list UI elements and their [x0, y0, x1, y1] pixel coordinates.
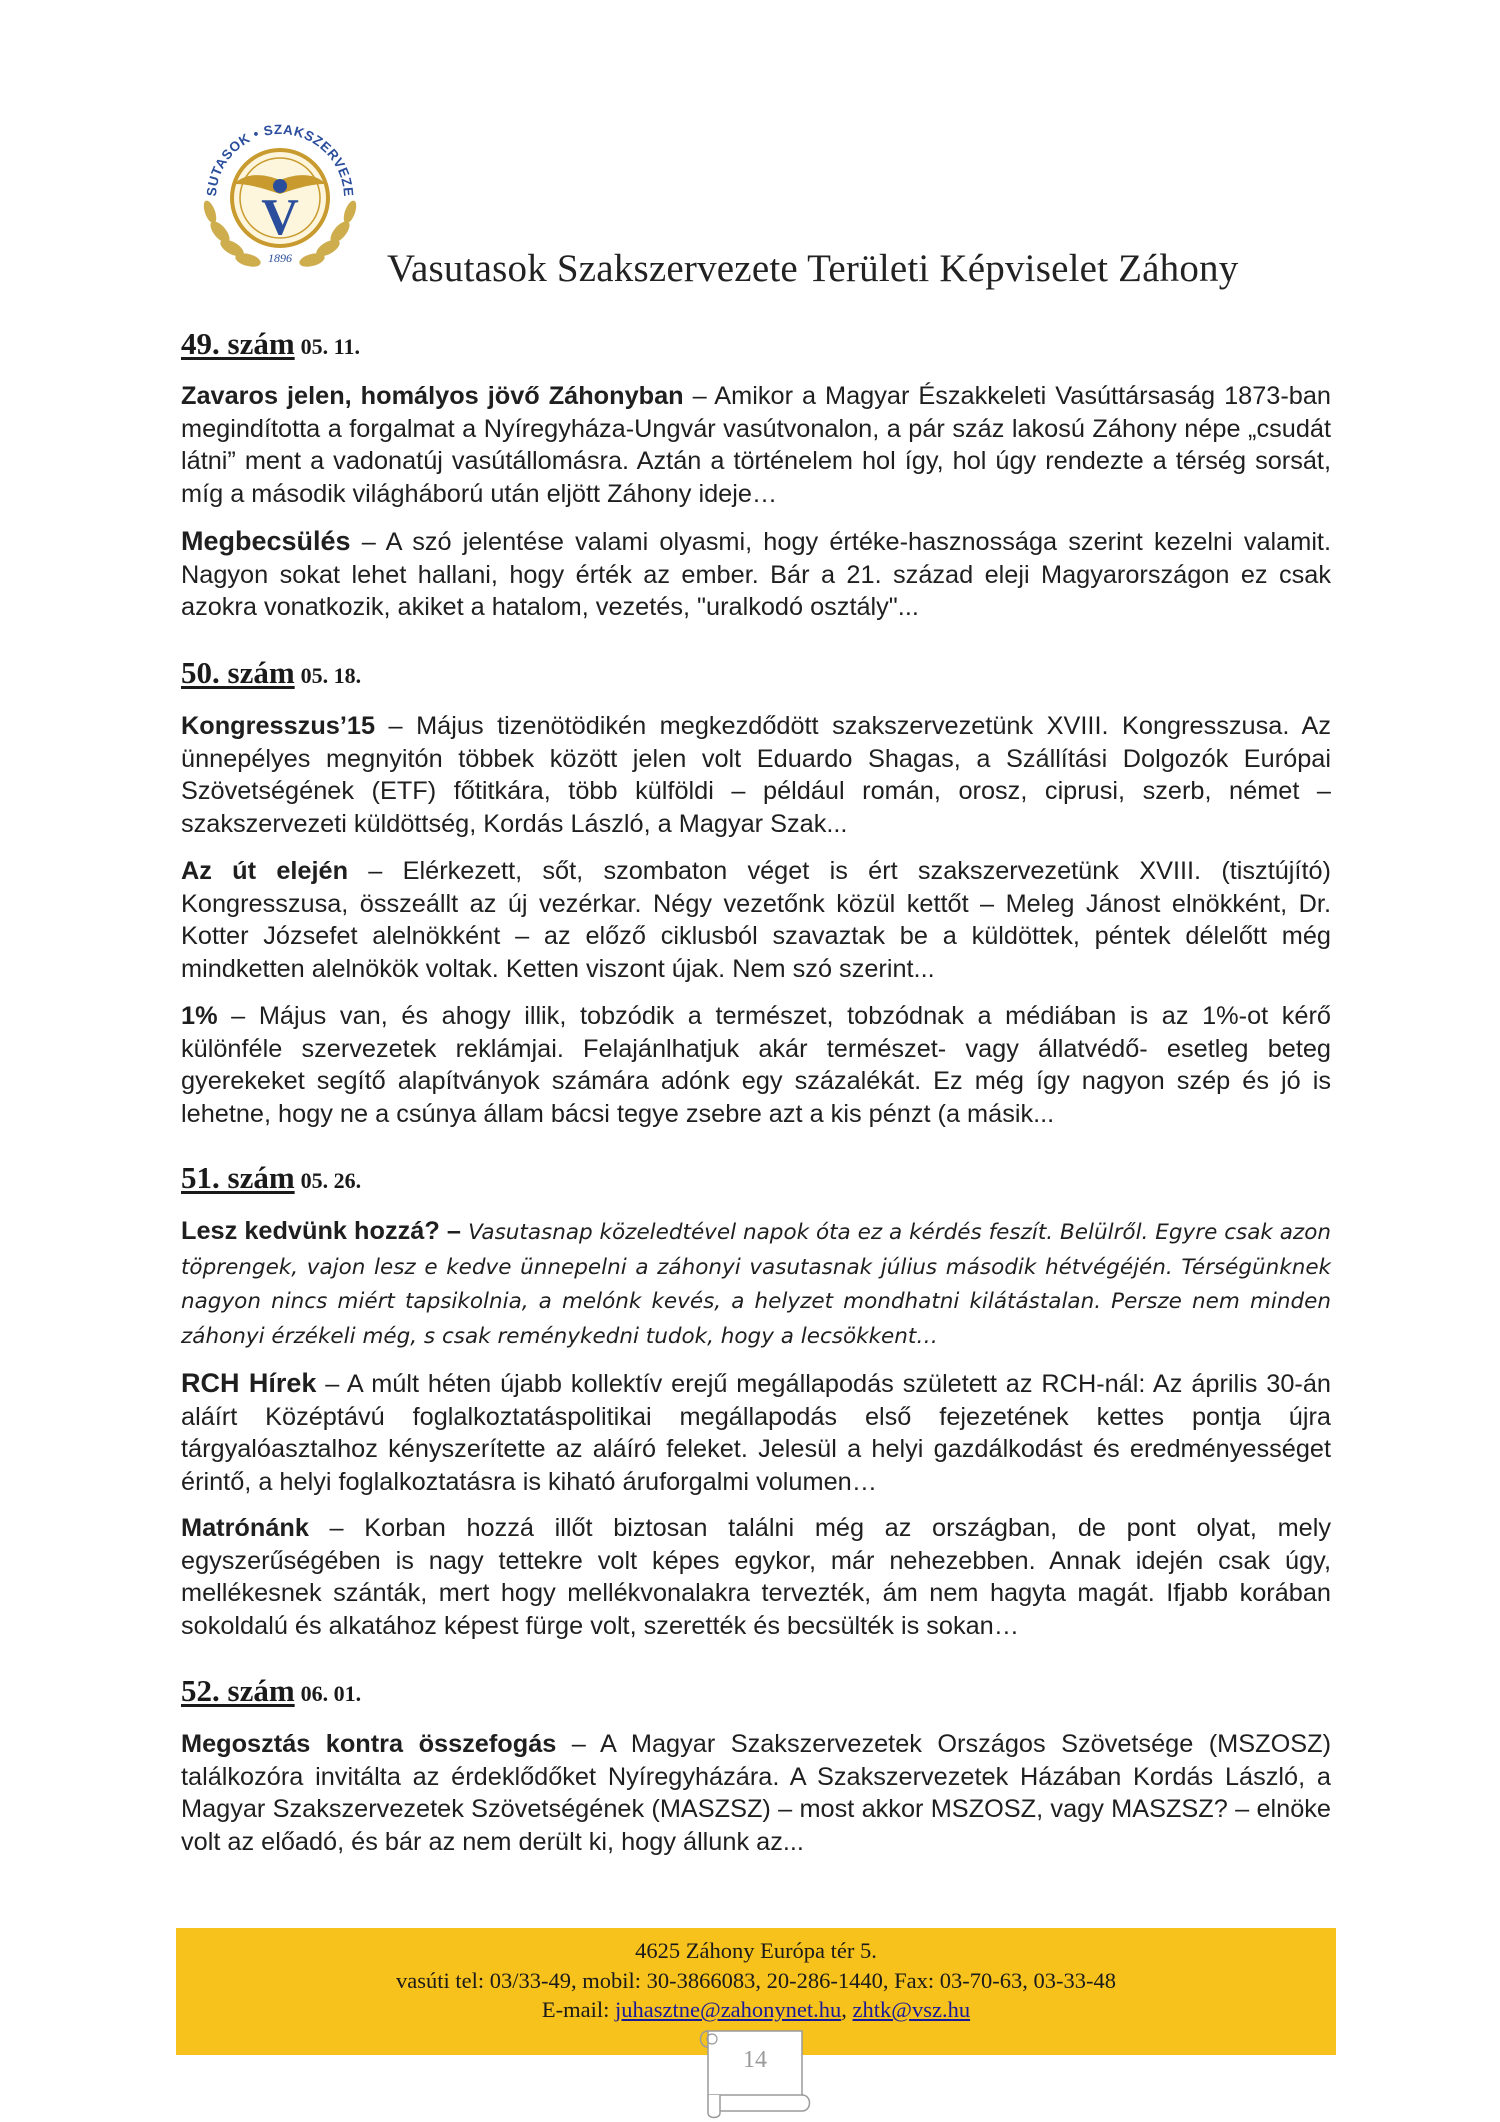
article-summary: 1% – Május van, és ahogy illik, tobzódik a természet, tobzódnak a médiában is az 1%-ot kérő különféle szervezetek reklámjai. Felajánlhatjuk akár természet- vagy állatvédő- esetleg beteg gyerekeket segítő alapítványok számára adónk egy százalékát. Ez még így nagyon szép és jó is lehetne, hogy ne a csúnya állam bácsi tegye zsebre azt a kis pénzt (a másik... [181, 1002, 1331, 1128]
union-logo [186, 94, 374, 282]
article-text: Vasutasnap közeledtével napok óta ez a kérdés feszít. Belülről. Egyre csak azon töprengek, vajon lesz e kedve ünnepelni a záhonyi vasutasnak július második hétvégéjén. Térségünknek nagyon nincs miért tapsikolnia, a melónk kevés, a helyzet mondhatni kilátástalan. Persze nem minden záhonyi érzékeli még, s csak reménykedni tudok, hogy a lecsökkent… [181, 1220, 1331, 1349]
article-title: Zavaros jelen, homályos jövő Záhonyban [181, 382, 684, 410]
article-title: Megosztás kontra összefogás [181, 1730, 557, 1758]
issue-number: 52. szám [181, 1673, 295, 1708]
article-title: Kongresszus’15 [181, 712, 376, 740]
issue-heading [181, 1673, 361, 1709]
issue-date: 06. 01. [300, 1681, 362, 1706]
issue-number: 50. szám [181, 655, 295, 690]
issue-number: 51. szám [181, 1160, 295, 1195]
article-text: A múlt héten újabb kollektív erejű megállapodás született az RCH-nál: Az április 30-án aláírt Középtávú foglalkoztatáspolitikai megállapodás első fejezetének kettes pontja újra tárgyalóasztalhoz kényszerítette az aláíró feleket. Jelesül a helyi gazdálkodást és eredményességet érintő, a helyi foglalkoztatásra is kiható áruforgalmi volumen… [181, 1370, 1331, 1496]
article-text: Amikor a Magyar Északkeleti Vasúttársaság 1873-ban megindította a forgalmat a Nyíregyháza-Ungvár vasútvonalon, a pár száz lakosú Záhony népe „csudát látni” ment a vadonatúj vasútállomásra. Aztán a történelem hol így, hol úgy rendezte a térség sorsát, míg a második világháború után eljött Záhony ideje… [181, 382, 1331, 508]
issue-heading [181, 326, 360, 362]
article-text: Korban hozzá illőt biztosan találni még az országban, de pont olyat, mely egyszerűségében is nagy tettekre volt képes egykor, már nehezebben. Annak idején csak úgy, mellékesnek szánták, mert hogy mellékvonalakra tervezték, ám nem hagyta magát. Ifjabb korában sokoldalú és alkatához képest fürge volt, szerették és becsülték is sokan… [181, 1514, 1331, 1640]
email-link-2[interactable]: zhtk@vsz.hu [852, 1997, 971, 2022]
article-summary: Kongresszus’15 – Május tizenötödikén megkezdődött szakszervezetünk XVIII. Kongresszusa. Az ünnepélyes megnyitón többek között jelen volt Eduardo Shagas, a Szállítási Dolgozók Európai Szövetségének (ETF) főtitkára, több külföldi – például román, orosz, ciprusi, szerb, német – szakszervezeti küldöttség, Kordás László, a Magyar Szak... [181, 712, 1331, 838]
issue-heading [181, 1160, 361, 1196]
article-title: Lesz kedvünk hozzá? [181, 1217, 440, 1245]
article-text: A Magyar Szakszervezetek Országos Szövetsége (MSZOSZ) találkozóra invitálta az érdeklődőket Nyíregyházára. A Szakszervezetek Házában Kordás László, a Magyar Szakszervezetek Szövetségének (MASZSZ) – most akkor MSZOSZ, vagy MASZSZ? – elnöke volt az előadó, és bár az nem derült ki, hogy állunk az... [181, 1730, 1332, 1856]
footer-email: E-mail: juhasztne@zahonynet.hu, zhtk@vsz.hu [541, 1997, 971, 2022]
email-link-1[interactable]: juhasztne@zahonynet.hu [615, 1997, 842, 2022]
article-summary: Matrónánk – Korban hozzá illőt biztosan találni még az országban, de pont olyat, mely egyszerűségében is nagy tettekre volt képes egykor, már nehezebben. Annak idején csak úgy, mellékesnek szánták, mert hogy mellékvonalakra tervezték, ám nem hagyta magát. Ifjabb korában sokoldalú és alkatához képest fürge volt, szerették és becsülték is sokan… [181, 1514, 1331, 1640]
organization-title: Vasutasok Szakszervezete Területi Képviselet Záhony [387, 247, 1239, 290]
page-number: 14 [690, 2025, 820, 2121]
article-text: A szó jelentése valami olyasmi, hogy értéke-hasznossága szerint kezelni valamit. Nagyon sokat lehet hallani, hogy érték az ember. Bár a 21. század eleji Magyarországon ez csak azokra vonatkozik, akiket a hatalom, vezetés, "uralkodó osztály"... [181, 528, 1331, 621]
article-summary: Megosztás kontra összefogás – A Magyar Szakszervezetek Országos Szövetsége (MSZOSZ) találkozóra invitálta az érdeklődőket Nyíregyházára. A Szakszervezetek Házában Kordás László, a Magyar Szakszervezetek Szövetségének (MASZSZ) – most akkor MSZOSZ, vagy MASZSZ? – elnöke volt az előadó, és bár az nem derült ki, hogy állunk az... [181, 1730, 1332, 1856]
svg-text:V: V [261, 189, 299, 246]
article-summary: RCH Hírek – A múlt héten újabb kollektív erejű megállapodás született az RCH-nál: Az április 30-án aláírt Középtávú foglalkoztatáspolitikai megállapodás első fejezetének kettes pontja újra tárgyalóasztalhoz kényszerítette az aláíró feleket. Jelesül a helyi gazdálkodást és eredményességet érintő, a helyi foglalkoztatásra is kiható áruforgalmi volumen… [181, 1368, 1331, 1496]
svg-text:VASUTASOK • SZAKSZERVEZETE: SUTASOK • SZAKSZERVEZE [203, 121, 357, 198]
footer-phones: vasúti tel: 03/33-49, mobil: 30-3866083, 20-286-1440, Fax: 03-70-63, 03-33-48 [396, 1967, 1116, 1993]
article-summary: Az út elején – Elérkezett, sőt, szombaton véget is ért szakszervezetünk XVIII. (tisztújító) Kongresszusa, összeállt az új vezérkar. Négy vezetőnk közül kettőt – Meleg Jánost elnökként, Dr. Kotter Józsefet alelnökként – az előző ciklusból szavaztak be a küldöttek, péntek délelőtt még mindketten alelnökök voltak. Ketten viszont újak. Nem szó szerint... [181, 857, 1331, 983]
article-summary: Lesz kedvünk hozzá? – Vasutasnap közeledtével napok óta ez a kérdés feszít. Belülről. Egyre csak azon töprengek, vajon lesz e kedve ünnepelni a záhonyi vasutasnak július második hétvégéjén. Térségünknek nagyon nincs miért tapsikolnia, a melónk kevés, a helyzet mondhatni kilátástalan. Persze nem minden záhonyi érzékeli még, s csak reménykedni tudok, hogy a lecsökkent… [181, 1217, 1331, 1349]
article-text: Május tizenötödikén megkezdődött szakszervezetünk XVIII. Kongresszusa. Az ünnepélyes megnyitón többek között jelen volt Eduardo Shagas, a Szállítási Dolgozók Európai Szövetségének (ETF) főtitkára, több külföldi – például román, orosz, ciprusi, szerb, német – szakszervezeti küldöttség, Kordás László, a Magyar Szak... [181, 712, 1331, 838]
article-text: Elérkezett, sőt, szombaton véget is ért szakszervezetünk XVIII. (tisztújító) Kongresszusa, összeállt az új vezérkar. Négy vezetőnk közül kettőt – Meleg Jánost elnökként, Dr. Kotter Józsefet alelnökként – az előző ciklusból szavaztak be a küldöttek, péntek délelőtt még mindketten alelnökök voltak. Ketten viszont újak. Nem szó szerint... [181, 857, 1331, 983]
article-title: RCH Hírek [181, 1368, 317, 1398]
article-summary: Megbecsülés – A szó jelentése valami olyasmi, hogy értéke-hasznossága szerint kezelni valamit. Nagyon sokat lehet hallani, hogy érték az ember. Bár a 21. század eleji Magyarországon ez csak azokra vonatkozik, akiket a hatalom, vezetés, "uralkodó osztály"... [181, 526, 1331, 621]
article-title: Az út elején [181, 857, 349, 885]
footer-address: 4625 Záhony Európa tér 5. [635, 1938, 877, 1963]
issue-date: 05. 26. [300, 1168, 362, 1193]
article-text: Május van, és ahogy illik, tobzódik a természet, tobzódnak a médiában is az 1%-ot kérő különféle szervezetek reklámjai. Felajánlhatjuk akár természet- vagy állatvédő- esetleg beteg gyerekeket segítő alapítványok számára adónk egy százalékát. Ez még így nagyon szép és jó is lehetne, hogy ne a csúnya állam bácsi tegye zsebre azt a kis pénzt (a másik... [181, 1002, 1331, 1128]
article-title: Matrónánk [181, 1514, 309, 1542]
article-title: 1% [181, 1002, 218, 1030]
issue-heading [181, 655, 361, 691]
issue-date: 05. 18. [300, 663, 362, 688]
article-title: Megbecsülés [181, 526, 351, 556]
issue-number: 49. szám [181, 326, 295, 361]
issue-date: 05. 11. [300, 334, 360, 359]
svg-text:1896: 1896 [268, 251, 292, 265]
article-summary: Zavaros jelen, homályos jövő Záhonyban – Amikor a Magyar Északkeleti Vasúttársaság 1873-ban megindította a forgalmat a Nyíregyháza-Ungvár vasútvonalon, a pár száz lakosú Záhony népe „csudát látni” ment a vadonatúj vasútállomásra. Aztán a történelem hol így, hol úgy rendezte a térség sorsát, míg a második világháború után eljött Záhony ideje… [181, 382, 1331, 508]
